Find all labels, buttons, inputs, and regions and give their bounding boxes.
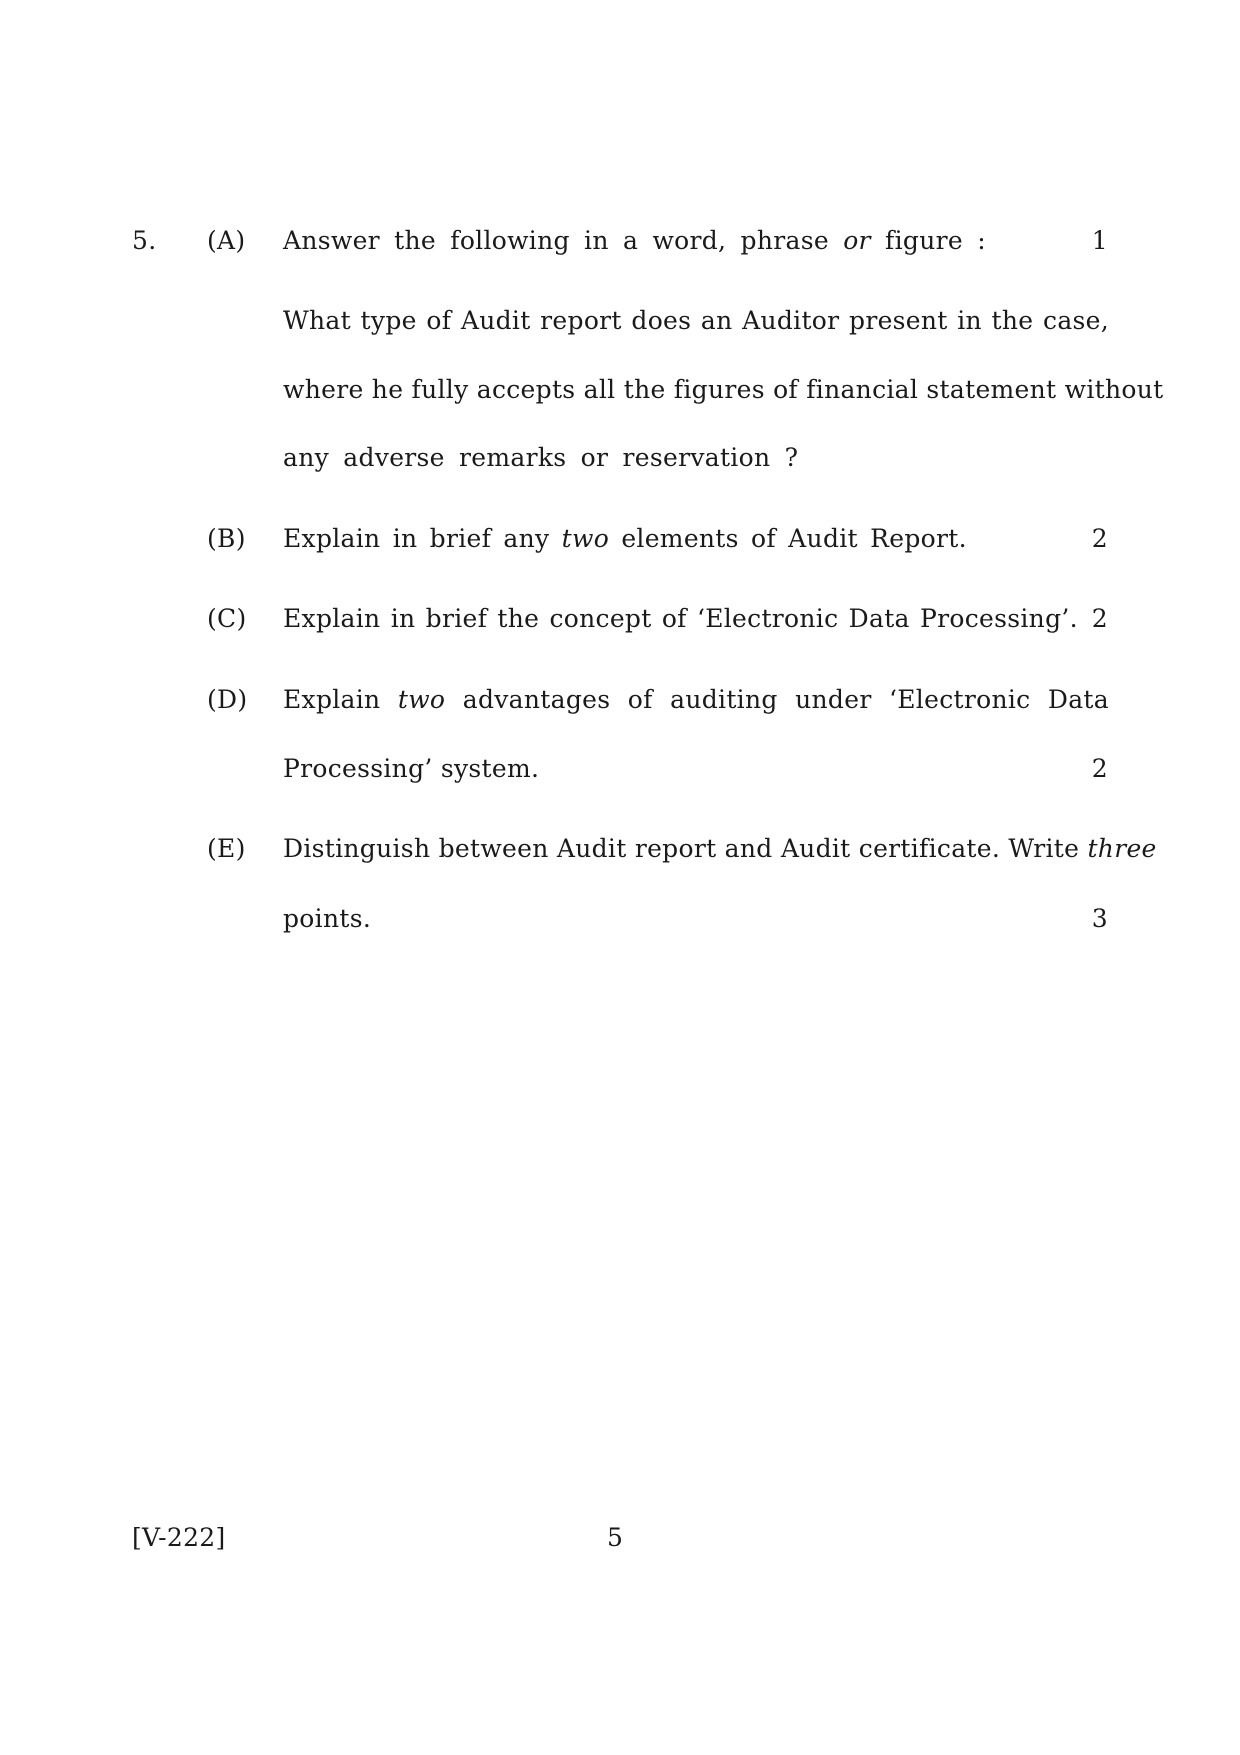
part-b-marks: 2 (1091, 524, 1108, 553)
part-d-text-em: two (397, 685, 446, 714)
part-b-label: (B) (207, 524, 246, 553)
part-a-instruction-pre: Answer the following in a word, phrase (283, 226, 844, 255)
part-e-label: (E) (207, 834, 246, 863)
part-e-text-em: three (1087, 834, 1157, 863)
part-a-instruction-post: figure : (870, 226, 986, 255)
paper-code: [V-222] (132, 1523, 226, 1552)
part-e-text-line-2: points. (283, 904, 372, 933)
part-c-text: Explain in brief the concept of ‘Electronic Data Processing’. (283, 604, 1078, 633)
part-e-text-pre: Distinguish between Audit report and Audit certificate. Write (283, 834, 1088, 863)
part-a-instruction-em: or (843, 226, 871, 255)
part-d-text-line-1 (283, 685, 1109, 714)
part-b-text (283, 524, 967, 553)
question-number: 5. (132, 226, 157, 255)
part-b-text-post: elements of Audit Report. (609, 524, 967, 553)
part-d-marks: 2 (1091, 754, 1108, 783)
part-a-body-line-2: where he fully accepts all the figures of financial statement without (283, 375, 1164, 404)
part-c-marks: 2 (1091, 604, 1108, 633)
part-a-body-line-1: What type of Audit report does an Auditor present in the case, (283, 306, 1109, 335)
part-a-label: (A) (207, 226, 246, 255)
part-a-marks: 1 (1091, 226, 1108, 255)
part-e-text-line-1 (283, 834, 1157, 863)
part-d-text-pre: Explain (283, 685, 398, 714)
part-d-label: (D) (207, 685, 248, 714)
part-a-instruction (283, 226, 986, 255)
part-e-marks: 3 (1091, 904, 1108, 933)
part-c-label: (C) (207, 604, 247, 633)
part-b-text-pre: Explain in brief any (283, 524, 562, 553)
page-number: 5 (607, 1523, 624, 1552)
part-d-text-post: advantages of auditing under ‘Electronic Data (445, 685, 1109, 714)
part-d-text-line-2: Processing’ system. (283, 754, 540, 783)
part-a-body-line-3: any adverse remarks or reservation ? (283, 443, 799, 472)
part-b-text-em: two (561, 524, 610, 553)
